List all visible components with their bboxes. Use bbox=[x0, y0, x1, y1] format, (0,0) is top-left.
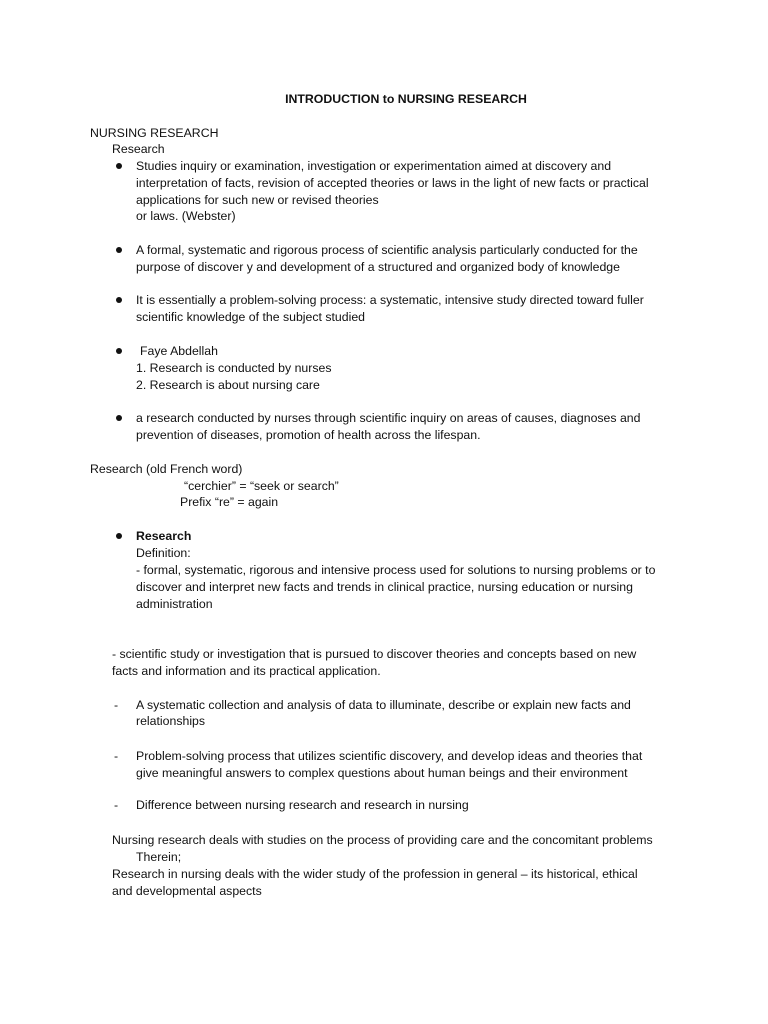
dash-2-line-1: Problem-solving process that utilizes scientific discovery, and develop ideas and theories that bbox=[136, 749, 643, 763]
dash-3-line-1: Difference between nursing research and research in nursing bbox=[136, 798, 469, 812]
bullet-6-line-3: discover and interpret new facts and trends in clinical practice, nursing education or nursing bbox=[136, 580, 633, 594]
dash-marker: - bbox=[114, 798, 119, 812]
subheading: Research bbox=[112, 142, 165, 156]
bullet-1-line-3: applications for such new or revised theories bbox=[136, 193, 379, 207]
closing-line-1: Nursing research deals with studies on the process of providing care and the concomitant problems bbox=[112, 833, 653, 847]
bullet-icon bbox=[116, 247, 122, 253]
dash-marker: - bbox=[114, 749, 119, 763]
bullet-1-line-2: interpretation of facts, revision of accepted theories or laws in the light of new facts or practical bbox=[136, 176, 649, 190]
closing-line-2: Therein; bbox=[136, 850, 182, 864]
bullet-6-line-1: Definition: bbox=[136, 546, 191, 560]
bullet-icon bbox=[116, 163, 122, 169]
bullet-3-line-2: scientific knowledge of the subject studied bbox=[136, 310, 365, 324]
bullet-5-line-2: prevention of diseases, promotion of health across the lifespan. bbox=[136, 428, 481, 442]
bullet-2-line-2: purpose of discover y and development of a structured and organized body of knowledge bbox=[136, 260, 620, 274]
dash-1-line-2: relationships bbox=[136, 714, 206, 728]
paragraph-1-line-1: - scientific study or investigation that is pursued to discover theories and concepts based on new bbox=[112, 647, 637, 661]
bullet-5-line-1: a research conducted by nurses through scientific inquiry on areas of causes, diagnoses and bbox=[136, 411, 641, 425]
etymology-line-1: Research (old French word) bbox=[90, 462, 243, 476]
bullet-icon bbox=[116, 348, 122, 354]
bullet-4-line-3: 2. Research is about nursing care bbox=[136, 378, 320, 392]
bullet-1-line-1: Studies inquiry or examination, investigation or experimentation aimed at discovery and bbox=[136, 159, 612, 173]
bullet-icon bbox=[116, 415, 122, 421]
bullet-6-line-2: - formal, systematic, rigorous and intensive process used for solutions to nursing problems or to bbox=[136, 563, 656, 577]
bullet-4-line-2: 1. Research is conducted by nurses bbox=[136, 361, 332, 375]
dash-2-line-2: give meaningful answers to complex questions about human beings and their environment bbox=[136, 766, 628, 780]
bullet-6-line-4: administration bbox=[136, 597, 213, 611]
etymology-line-3: Prefix “re” = again bbox=[180, 495, 279, 509]
bullet-3-line-1: It is essentially a problem-solving process: a systematic, intensive study directed toward fuller bbox=[136, 293, 644, 307]
bullet-1-line-4: or laws. (Webster) bbox=[136, 209, 236, 223]
section-heading: NURSING RESEARCH bbox=[90, 126, 219, 140]
closing-line-3: Research in nursing deals with the wider study of the profession in general – its historical, ethical bbox=[112, 867, 638, 881]
bullet-2-line-1: A formal, systematic and rigorous process of scientific analysis particularly conducted for the bbox=[136, 243, 638, 257]
bullet-icon bbox=[116, 297, 122, 303]
closing-line-4: and developmental aspects bbox=[112, 884, 262, 898]
dash-1-line-1: A systematic collection and analysis of data to illuminate, describe or explain new facts and bbox=[136, 698, 631, 712]
document-title: INTRODUCTION to NURSING RESEARCH bbox=[285, 92, 527, 106]
bullet-4-line-1: Faye Abdellah bbox=[140, 344, 218, 358]
bullet-icon bbox=[116, 533, 122, 539]
paragraph-1-line-2: facts and information and its practical application. bbox=[112, 664, 381, 678]
bullet-6-title: Research bbox=[136, 529, 192, 543]
etymology-line-2: “cerchier” = “seek or search” bbox=[184, 479, 339, 493]
dash-marker: - bbox=[114, 698, 119, 712]
